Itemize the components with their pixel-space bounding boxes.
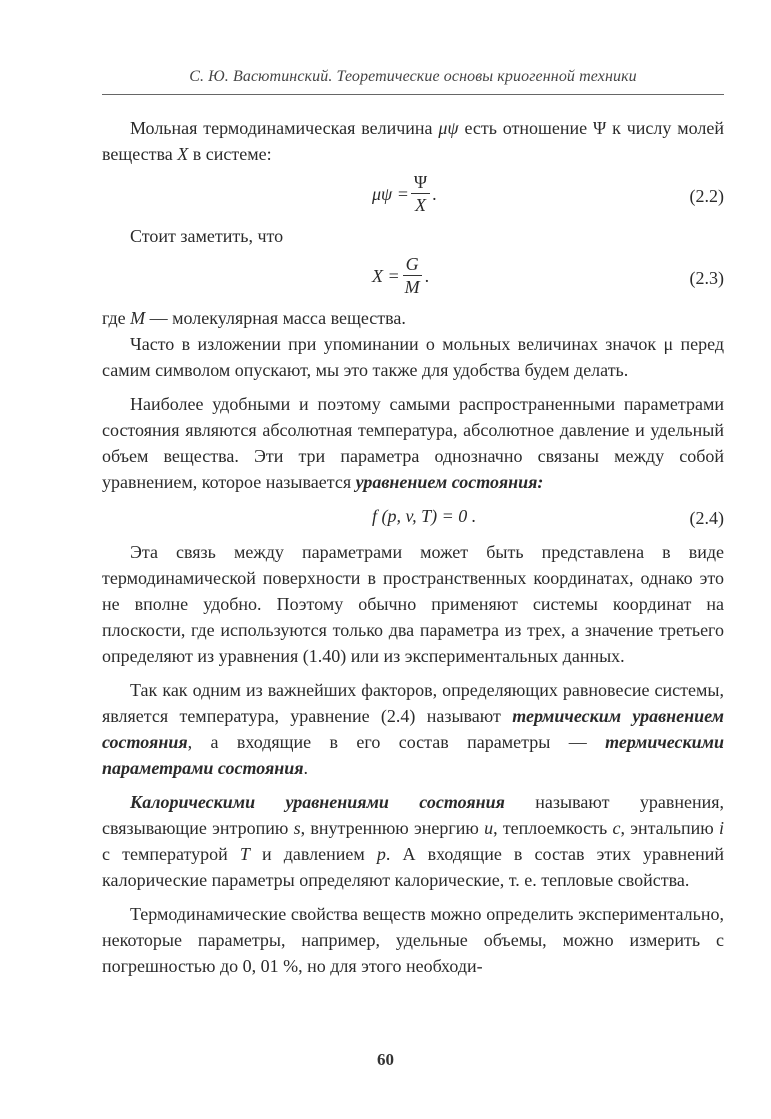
term-equation-of-state: уравнением состояния: [355,472,544,492]
fraction-denominator: M [404,277,420,297]
symbol-i: i [719,818,725,838]
equation-number: (2.4) [689,508,724,528]
running-header: С. Ю. Васютинский. Теоретические основы криогенной техники [189,68,637,85]
text-run: , а входящие в его состав параметры — [187,732,606,752]
text-run: Наиболее удобными и поэтому самыми распространенными параметрами состояния являются абсолютная температура, абсолютное давление и удельный объем вещества. Эти три параметра однозначно связаны между собой уравнением, которое называется [102,394,724,492]
text-run: перед самим символом опускают, мы это также для удобства будем делать. [102,334,724,380]
symbol-s: s [293,818,301,838]
text-run: , внутреннюю энергию [300,818,485,838]
paragraph-surface: Эта связь между параметрами может быть представлена в виде термодинамической поверхности в пространственных координатах, однако это не вполне удобно. Поэтому обычно применяют системы координат на плоскости, где используются только два параметра из трех, а значение третьего определяют из уравнения (1.40) или из экспериментальных данных. [102,542,724,666]
symbol-p: p [376,844,386,864]
equation-2-2 [102,167,724,223]
header-rule [102,94,724,95]
paragraph-note: Стоит заметить, что [130,226,284,246]
paragraph-molar-quantity [102,115,724,167]
equation-expression: f (p, v, T) = 0 . [372,506,477,526]
equation-lhs: μψ = [372,183,409,204]
paragraph-thermal-equation [102,677,724,781]
symbol-m: M [130,308,146,328]
text-run: к числу молей вещества [102,118,724,164]
text-run: — молекулярная масса вещества. [145,308,406,328]
text-run: с температурой [102,844,240,864]
text-run: называют уравнения, связывающие энтропию [102,792,724,838]
symbol-psi: Ψ [593,118,607,138]
paragraph-mu-omitted [102,331,724,383]
equation-2-4 [102,501,724,535]
text-run: и давлением [249,844,377,864]
equation-2-3 [102,249,724,305]
term-thermal-equation: термическим уравнением состояния [102,706,724,752]
equation-number: (2.3) [689,268,724,288]
equation-number: (2.2) [689,186,724,206]
symbol-mu: μ [663,334,674,354]
text-run: Часто в изложении при упоминании о мольных величинах значок [130,334,664,354]
equation-tail: . [432,183,437,204]
page-body [102,115,724,979]
text-run: Мольная термодинамическая величина [130,118,439,138]
text-run: . А входящие в состав этих уравнений калорические параметры определяют калорические, т. е. тепловые свойства. [102,844,724,890]
symbol-x: X [177,144,189,164]
symbol-mupsi: μψ [438,118,459,138]
page-number: 60 [377,1050,394,1069]
fraction [411,171,430,216]
fraction-numerator: Ψ [411,171,430,194]
symbol-u: u [484,818,494,838]
text-run: в системе: [188,144,272,164]
fraction-denominator: X [415,195,427,215]
text-run: , энтальпию [620,818,719,838]
term-thermal-parameters: термическими параметрами состояния [102,732,724,778]
text-run: Так как одним из важнейших факторов, определяющих равновесие системы, является температура, уравнение (2.4) называют [102,680,724,726]
equation-lhs: X = [372,265,400,286]
text-run: , теплоемкость [493,818,613,838]
text-run: где [102,308,131,328]
paragraph-properties: Термодинамические свойства веществ можно определить экспериментально, некоторые параметры, например, удельные объемы, можно измерить с погрешностью до 0, 01 %, но для этого необходи- [102,904,724,976]
paragraph-caloric-equations [102,789,724,893]
equation-tail: . [424,265,430,286]
fraction-numerator: G [403,253,422,276]
text-run: . [303,758,309,778]
text-run: есть отношение [458,118,593,138]
paragraph-state-parameters [102,391,724,495]
fraction [402,253,423,298]
paragraph-where-m [102,305,724,331]
symbol-t: T [239,844,250,864]
term-caloric-equations: Калорическими уравнениями состояния [130,792,505,812]
symbol-c: c [612,818,621,838]
